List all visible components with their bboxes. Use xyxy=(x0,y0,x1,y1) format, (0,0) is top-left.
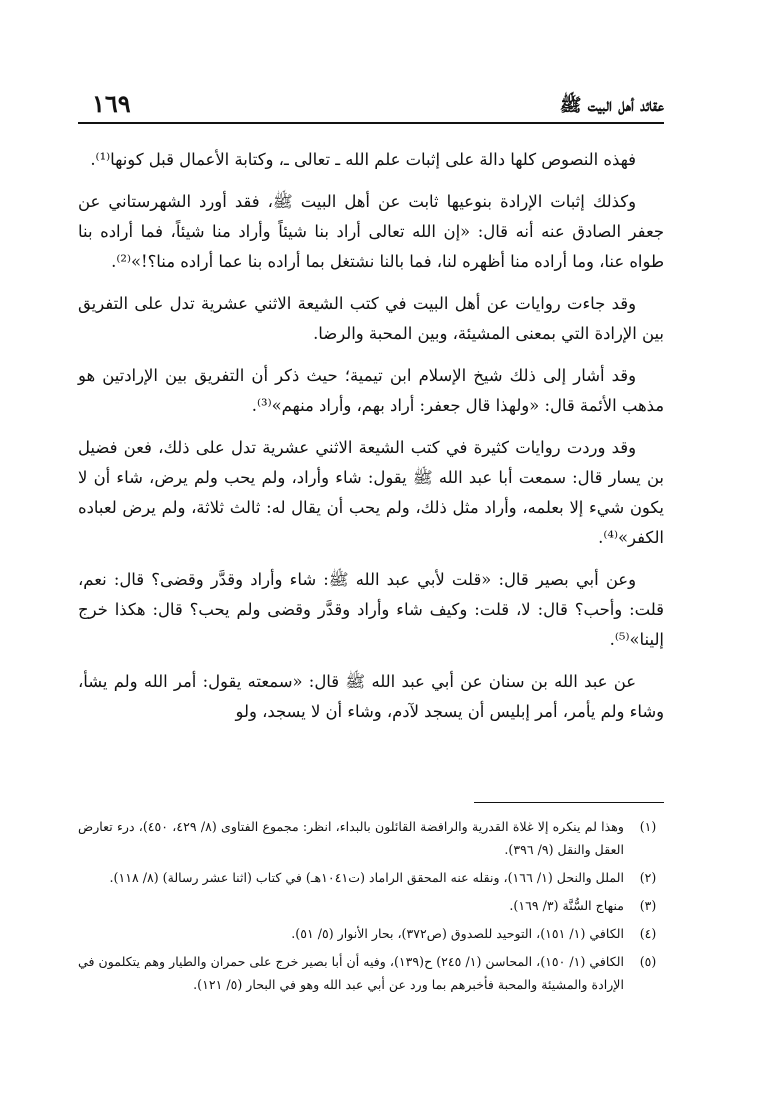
footnotes xyxy=(78,815,664,1001)
footnote-number: (٣) xyxy=(639,898,657,913)
footnote xyxy=(78,950,664,996)
paragraph: وكذلك إثبات الإرادة بنوعيها ثابت عن أهل البيت ﷺ، فقد أورد الشهرستاني عن جعفر الصادق عنه أنه قال: «إن الله تعالى أراد بنا شيئاً وأراد منا شيئاً، فما أراده بنا طواه عنا، وما أراده منا أظهره لنا، فما بالنا نشتغل بما أراده بنا عما أراده منا؟!»⁽²⁾. xyxy=(78,192,664,271)
page-header xyxy=(78,88,664,124)
footnote xyxy=(78,815,664,861)
footnote-text: الكافي (١/ ١٥١)، التوحيد للصدوق (ص٣٧٢)، بحار الأنوار (٥/ ٥١). xyxy=(291,926,624,941)
footnote-text: منهاج السُّنَّة (٣/ ١٦٩). xyxy=(509,898,624,913)
paragraph: وقد وردت روايات كثيرة في كتب الشيعة الاثني عشرية تدل على ذلك، فعن فضيل بن يسار قال: سمعت أبا عبد الله ﷺ يقول: شاء وأراد، ولم يحب ولم يرض، شاء أن لا يكون شيء إلا بعلمه، وأراد مثل ذلك، ولم يحب أن يقال له: ثالث ثلاثة، ولم يرض لعباده الكفر»⁽⁴⁾. xyxy=(78,438,664,547)
paragraph: وعن أبي بصير قال: «قلت لأبي عبد الله ﷺ: شاء وأراد وقدَّر وقضى؟ قال: نعم، قلت: وأحب؟ قال: لا، قلت: وكيف شاء وأراد وقدَّر وقضى ولم يحب؟ قال: هكذا خرج إلينا»⁽⁵⁾. xyxy=(78,570,664,649)
paragraph: وقد جاءت روايات عن أهل البيت في كتب الشيعة الاثني عشرية تدل على التفريق بين الإرادة التي بمعنى المشيئة، وبين المحبة والرضا. xyxy=(78,294,664,343)
footnote-number: (٤) xyxy=(639,926,657,941)
footnote-number: (١) xyxy=(639,819,657,834)
footnote-text: وهذا لم ينكره إلا غلاة القدرية والرافضة القائلون بالبداء، انظر: مجموع الفتاوى (٨/ ٤٢٩، ٤٥٠)، درء تعارض العقل والنقل (٩/ ٣٩٦). xyxy=(78,819,624,857)
footnote-number: (٥) xyxy=(639,954,657,969)
footnote-text: الملل والنحل (١/ ١٦٦)، ونقله عنه المحقق الراماد (ت١٠٤١هـ) في كتاب (اثنا عشر رسالة) (٨/ ١١٨). xyxy=(109,870,624,885)
paragraph: فهذه النصوص كلها دالة على إثبات علم الله ـ تعالى ـ، وكتابة الأعمال قبل كونها⁽¹⁾. xyxy=(90,150,636,169)
page-number: ١٦٩ xyxy=(92,89,131,118)
footnote xyxy=(78,866,664,889)
footnote xyxy=(78,922,664,945)
paragraph: وقد أشار إلى ذلك شيخ الإسلام ابن تيمية؛ حيث ذكر أن التفريق بين الإرادتين هو مذهب الأئمة قال: «ولهذا قال جعفر: أراد بهم، وأراد منهم»⁽³⁾. xyxy=(78,366,664,415)
footnote-number: (٢) xyxy=(639,870,657,885)
running-title: عقائد أهل البيت ﷺ xyxy=(559,95,664,116)
paragraph: عن عبد الله بن سنان عن أبي عبد الله ﷺ قال: «سمعته يقول: أمر الله ولم يشأ، وشاء ولم يأمر، أمر إبليس أن يسجد لآدم، وشاء أن لا يسجد، ولو xyxy=(78,672,664,721)
footnote-text: الكافي (١/ ١٥٠)، المحاسن (١/ ٢٤٥) ح(١٣٩)، وفيه أن أبا بصير خرج على حمران والطيار وهم يتكلمون في الإرادة والمشيئة والمحبة فأخبرهم بما ورد عن أبي عبد الله وهو في البحار (٥/ ١٢١). xyxy=(78,954,625,992)
main-text xyxy=(78,145,664,739)
footnote-divider xyxy=(474,802,664,803)
footnote xyxy=(78,894,664,917)
